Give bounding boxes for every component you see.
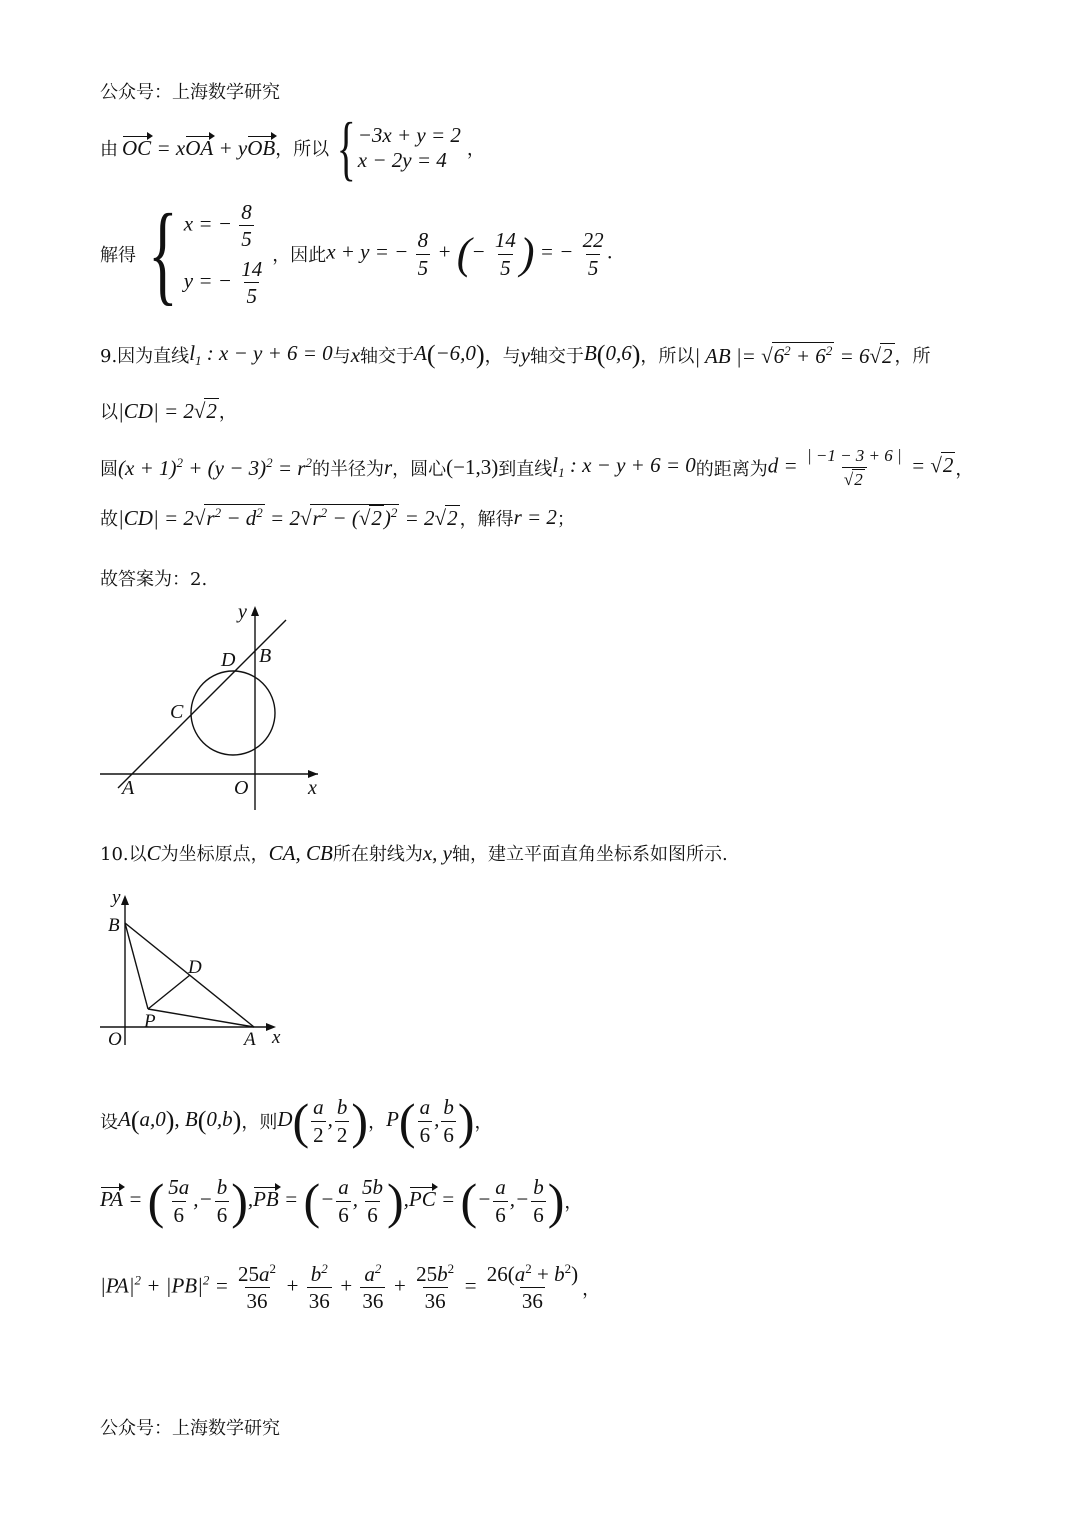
equation-system: { −3x + y = 2 x − 2y = 4 bbox=[336, 108, 461, 188]
text-therefore: 故 bbox=[100, 508, 118, 530]
text-radius: 的半径为 bbox=[311, 458, 384, 480]
text-circle: 圆 bbox=[100, 458, 118, 480]
fig2-label-y: y bbox=[112, 887, 121, 908]
p10-text-c: 轴，建立平面直角坐标系如图所示. bbox=[451, 844, 728, 865]
text-comma-6: ， bbox=[582, 1278, 601, 1300]
text-to-line: 到直线 bbox=[498, 458, 553, 480]
fig1-label-x: x bbox=[308, 777, 317, 799]
p9-text-e: ，所以 bbox=[640, 346, 695, 367]
fig1-label-b: B bbox=[259, 645, 272, 667]
p9-text-c: ，与 bbox=[484, 346, 521, 367]
fig1-label-o: O bbox=[234, 777, 249, 799]
p9-line2: 以 |CD| = 2√2 ， bbox=[100, 399, 237, 423]
p10-text-b: 所在射线为 bbox=[332, 844, 423, 865]
p10-line3: PA = ( $\frac{5a}{6}$ ,− $\frac{b}{6}$ ),PB = (− $\frac{a}{6}$ , $\frac{5b}{6}$ ),PC = (− $\frac{a}{6}$ ,− $\frac{b}{6}$ ) ， bbox=[100, 1173, 583, 1229]
vector-equation-line: 由 OC = xOA + yOB ，所以 { −3x + y = 2 x − 2y = 4 ， bbox=[100, 108, 485, 188]
fig2-label-p: P bbox=[144, 1011, 156, 1032]
text-hence: ，因此 bbox=[272, 245, 327, 266]
fig2-label-d: D bbox=[188, 957, 202, 978]
p9-text-f: ，所 bbox=[894, 346, 931, 367]
text-so: ，所以 bbox=[275, 139, 330, 160]
text-comma-4: ， bbox=[474, 1112, 493, 1133]
text-center: ，圆心 bbox=[392, 458, 447, 480]
fig2-label-o: O bbox=[108, 1029, 122, 1050]
fig2-label-b: B bbox=[108, 915, 120, 936]
figure-circle-line bbox=[90, 598, 340, 818]
p10-text: 10.以 bbox=[100, 844, 147, 865]
fig1-label-y: y bbox=[238, 601, 247, 623]
p9-text-g: 以 bbox=[100, 402, 118, 423]
text-comma-3: ， bbox=[955, 458, 974, 480]
fig2-label-a: A bbox=[244, 1029, 256, 1050]
text-dist: 的距离为 bbox=[695, 458, 768, 480]
fig1-label-a: A bbox=[122, 777, 135, 799]
p10-text-a: 为坐标原点， bbox=[160, 844, 269, 865]
solution-line: 解得 { x = − $\frac{8}{5}$ y = − $\frac{14}{5}$ ，因此 x + y = − $\frac{8}{5}$ + (− $\frac{14}{5}$ ) = − $\frac{22}{5}$ . bbox=[100, 192, 613, 316]
p9-intro: 9.因为直线 bbox=[100, 346, 190, 367]
text-let: 设 bbox=[100, 1112, 118, 1133]
p10-line4: $|PA|^2 + |PB|^2$ = $\frac{25a^2}{36}$ + $\frac{b^2}{36}$ + $\frac{a^2}{36}$ + $\frac{25b^2}{36}$ = $\frac{26(a^2 + b^2)}{36}$ ， bbox=[100, 1261, 601, 1314]
text-then: ，则 bbox=[241, 1112, 278, 1133]
solution-system: { x = − $\frac{8}{5}$ y = − $\frac{14}{5}$ bbox=[148, 192, 263, 316]
fig1-label-c: C bbox=[170, 701, 184, 723]
p9-line1: 9.因为直线 $l_1$ : x − y + 6 = 0 与 x 轴交于 A(−6,0) ，与 y 轴交于 B(0,6) ，所以 | AB |= $√6^2 + 6^2 = 6√2$ ，所 bbox=[100, 340, 931, 369]
page-header: 公众号：上海数学研究 bbox=[100, 82, 280, 103]
p10-line2: 设 A(a,0), B(0,b) ，则 D( $\frac{a}{2}$ , $\frac{b}{2}$ ) ， P( $\frac{a}{6}$ , $\frac{b}{6}$ ) ， bbox=[100, 1093, 493, 1149]
page-footer: 公众号：上海数学研究 bbox=[100, 1418, 280, 1439]
text-solve-r: ，解得 bbox=[459, 508, 514, 530]
p9-line3: 圆 $(x + 1)^2 + (y - 3)^2 = r^2$ 的半径为 r ，圆心 (−1,3) 到直线 $l_1$ : x − y + 6 = 0 的距离为 d = $\frac{| -1 - 3 + 6 |}{√2}$ = √2 ， bbox=[100, 446, 974, 489]
fig1-label-d: D bbox=[221, 649, 236, 671]
text-solve: 解得 bbox=[100, 245, 136, 266]
figure-triangle bbox=[100, 885, 300, 1055]
p9-text-d: 轴交于 bbox=[529, 346, 584, 367]
p9-text-b: 轴交于 bbox=[360, 346, 415, 367]
text-comma-2: ， bbox=[218, 402, 237, 423]
p9-answer: 故答案为：2. bbox=[100, 569, 208, 590]
fig2-label-x: x bbox=[272, 1027, 281, 1048]
text-comma: ， bbox=[466, 139, 485, 160]
text-by: 由 bbox=[100, 139, 118, 160]
text-comma-5: ， bbox=[564, 1192, 583, 1213]
p9-text-a: 与 bbox=[332, 346, 351, 367]
p9-line4: 故 $|CD| = 2√r^2 - d^2 = 2√r^2 - (√2)^2 = 2√2$ ，解得 r = 2 ； bbox=[100, 505, 575, 530]
p10-line1: 10.以 C 为坐标原点， CA, CB 所在射线为 x, y 轴，建立平面直角坐标系如图所示. bbox=[100, 840, 728, 865]
